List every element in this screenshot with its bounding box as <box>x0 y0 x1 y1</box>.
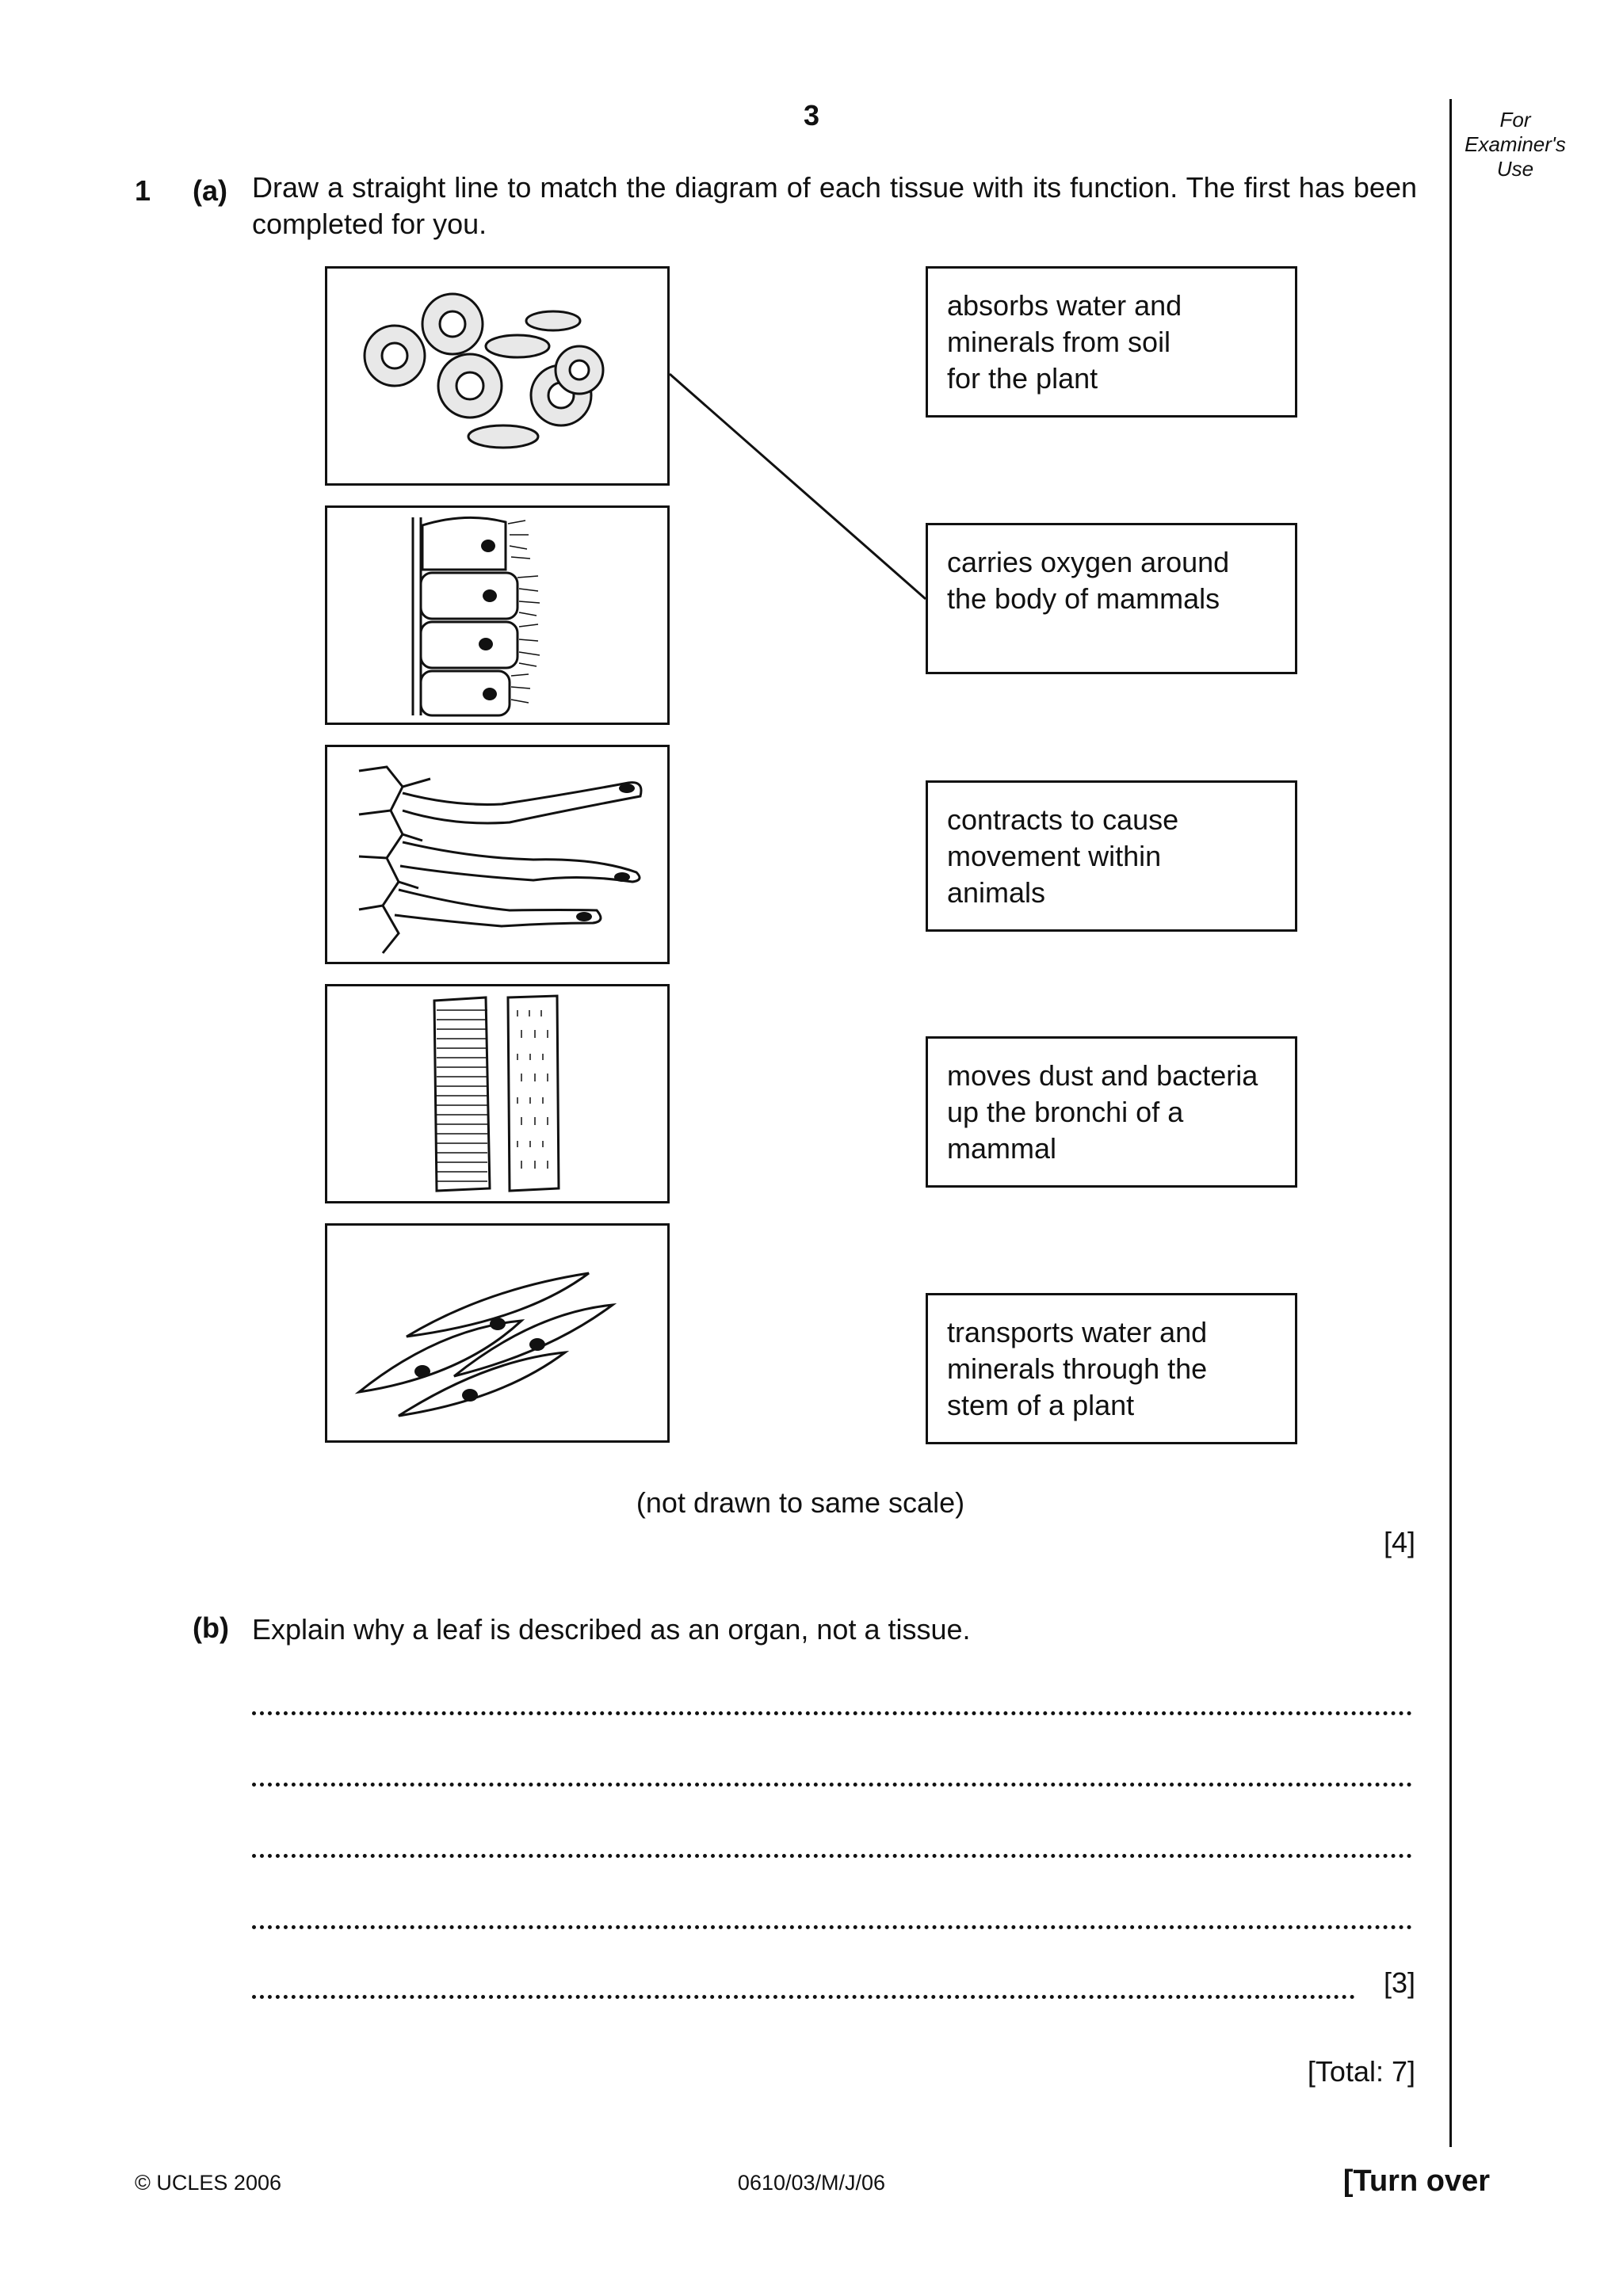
footer-copyright: © UCLES 2006 <box>135 2171 281 2195</box>
part-b-label: (b) <box>193 1611 229 1644</box>
answer-line-4[interactable] <box>252 1925 1412 1929</box>
scale-note: (not drawn to same scale) <box>636 1486 965 1519</box>
footer-paper-code: 0610/03/M/J/06 <box>737 2171 886 2195</box>
part-a-marks: [4] <box>1383 1526 1415 1558</box>
xylem-vessels-illustration <box>327 986 667 1201</box>
function-text-1: absorbs water and minerals from soil for the plant <box>947 289 1182 395</box>
answer-line-2[interactable] <box>252 1783 1412 1787</box>
diagram-muscle-cells <box>325 1223 670 1443</box>
answer-line-1[interactable] <box>252 1711 1412 1715</box>
answer-line-3[interactable] <box>252 1854 1412 1858</box>
muscle-cells-illustration <box>327 1226 667 1440</box>
total-marks: [Total: 7] <box>1307 2055 1415 2088</box>
part-a-label: (a) <box>193 174 227 207</box>
function-text-2: carries oxygen around the body of mammals <box>947 546 1230 615</box>
diagram-xylem-vessels <box>325 984 670 1203</box>
function-text-4: moves dust and bacteria up the bronchi of a mammal <box>947 1059 1258 1165</box>
root-hair-cells-illustration <box>327 747 667 962</box>
part-b-marks: [3] <box>1383 1966 1415 1999</box>
part-b-question: Explain why a leaf is described as an organ, not a tissue. <box>252 1613 971 1646</box>
red-blood-cells-illustration <box>327 269 667 483</box>
function-box-1 <box>926 266 1297 418</box>
function-text-3: contracts to cause movement within animals <box>947 803 1179 909</box>
question-number: 1 <box>135 174 151 207</box>
function-box-4 <box>926 1036 1297 1188</box>
function-text-5: transports water and minerals through the stem of a plant <box>947 1316 1208 1421</box>
function-box-2 <box>926 523 1297 674</box>
examiner-use-label <box>1452 108 1579 181</box>
turn-over-label: [Turn over <box>1342 2164 1490 2198</box>
diagram-red-blood-cells <box>325 266 670 486</box>
part-a-instruction: Draw a straight line to match the diagram of each tissue with its function. The first has been completed for you. <box>252 171 1417 240</box>
answer-line-5[interactable] <box>252 1995 1355 1999</box>
function-box-3 <box>926 780 1297 932</box>
diagram-root-hair-cells <box>325 745 670 964</box>
function-box-5 <box>926 1293 1297 1444</box>
diagram-ciliated-epithelium <box>325 505 670 725</box>
examiner-use-text: For Examiner's Use <box>1465 108 1566 181</box>
ciliated-epithelium-illustration <box>327 508 667 723</box>
examiner-margin-rule <box>1449 99 1452 2147</box>
page-number: 3 <box>803 99 820 132</box>
